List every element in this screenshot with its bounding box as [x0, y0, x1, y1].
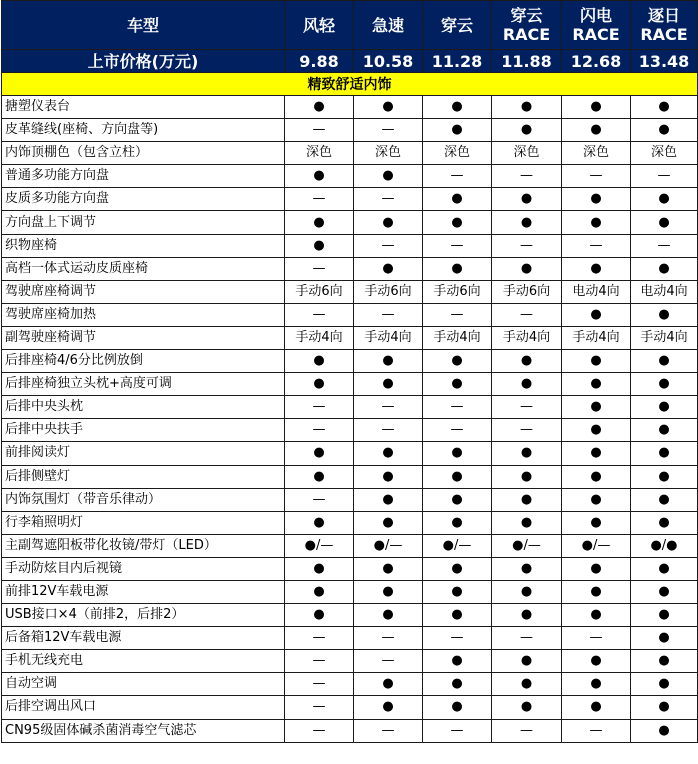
feature-value: ● — [285, 350, 354, 373]
feature-value: 深色 — [423, 142, 492, 165]
model-price: 13.48 — [631, 50, 698, 73]
feature-value: — — [423, 419, 492, 442]
feature-value: — — [423, 719, 492, 742]
price-label: 上市价格(万元) — [2, 50, 285, 73]
model-price: 11.28 — [423, 50, 492, 73]
feature-value: — — [285, 627, 354, 650]
table-row — [2, 696, 698, 719]
feature-value: ●/— — [562, 534, 631, 557]
feature-value: 深色 — [492, 142, 562, 165]
feature-value: ● — [562, 511, 631, 534]
spec-table — [1, 0, 698, 743]
feature-value: 深色 — [562, 142, 631, 165]
feature-value: ● — [354, 165, 423, 188]
feature-value: ●/● — [631, 534, 698, 557]
feature-name: 后排座椅独立头枕+高度可调 — [2, 373, 285, 396]
model-name: 闪电 RACE — [562, 1, 631, 50]
feature-value: — — [492, 303, 562, 326]
feature-value: — — [562, 719, 631, 742]
feature-value: ● — [562, 350, 631, 373]
feature-value: ● — [354, 350, 423, 373]
feature-value: — — [285, 188, 354, 211]
feature-value: ● — [492, 673, 562, 696]
table-row — [2, 211, 698, 234]
feature-value: ● — [562, 673, 631, 696]
feature-value: ● — [631, 119, 698, 142]
model-header-row — [2, 1, 698, 50]
feature-value: 深色 — [285, 142, 354, 165]
price-header-row — [2, 50, 698, 73]
feature-value: ● — [631, 488, 698, 511]
feature-value: — — [285, 650, 354, 673]
feature-value: ● — [423, 650, 492, 673]
feature-value: ● — [423, 488, 492, 511]
feature-name: USB接口×4（前排2，后排2） — [2, 604, 285, 627]
feature-name: 后排中央扶手 — [2, 419, 285, 442]
feature-value: ● — [492, 604, 562, 627]
feature-value: ● — [631, 650, 698, 673]
feature-value: ● — [562, 119, 631, 142]
feature-value: — — [354, 719, 423, 742]
feature-value: — — [423, 627, 492, 650]
feature-value: — — [423, 165, 492, 188]
feature-value: ● — [492, 511, 562, 534]
feature-value: ● — [354, 373, 423, 396]
feature-value: — — [423, 396, 492, 419]
feature-value: — — [354, 234, 423, 257]
feature-name: 后备箱12V车载电源 — [2, 627, 285, 650]
model-name: 风轻 — [285, 1, 354, 50]
feature-value: ● — [423, 604, 492, 627]
feature-value: ● — [423, 580, 492, 603]
table-row — [2, 488, 698, 511]
feature-value: ● — [562, 373, 631, 396]
feature-name: 织物座椅 — [2, 234, 285, 257]
feature-value: ● — [423, 673, 492, 696]
feature-name: 驾驶席座椅调节 — [2, 280, 285, 303]
feature-value: ● — [285, 211, 354, 234]
feature-value: ● — [562, 96, 631, 119]
feature-value: ● — [562, 211, 631, 234]
feature-name: 普通多功能方向盘 — [2, 165, 285, 188]
feature-value: — — [285, 419, 354, 442]
model-name: 穿云 — [423, 1, 492, 50]
feature-value: — — [492, 419, 562, 442]
feature-value: ● — [492, 350, 562, 373]
feature-value: ● — [354, 580, 423, 603]
feature-value: 手动4向 — [423, 326, 492, 349]
feature-value: ● — [631, 673, 698, 696]
feature-value: ●/— — [354, 534, 423, 557]
section-header-row — [2, 73, 698, 96]
table-row — [2, 419, 698, 442]
feature-value: ● — [354, 511, 423, 534]
feature-value: 手动4向 — [285, 326, 354, 349]
feature-value: ● — [354, 604, 423, 627]
feature-value: ● — [285, 373, 354, 396]
table-row — [2, 326, 698, 349]
model-name: 穿云 RACE — [492, 1, 562, 50]
feature-value: ● — [562, 650, 631, 673]
feature-name: 方向盘上下调节 — [2, 211, 285, 234]
table-row — [2, 234, 698, 257]
feature-value: — — [285, 719, 354, 742]
feature-value: ● — [492, 119, 562, 142]
table-row — [2, 396, 698, 419]
feature-value: ● — [285, 442, 354, 465]
feature-value: ● — [285, 234, 354, 257]
feature-value: ● — [631, 350, 698, 373]
feature-name: 皮革缝线(座椅、方向盘等) — [2, 119, 285, 142]
feature-value: ● — [354, 96, 423, 119]
feature-value: ● — [354, 696, 423, 719]
feature-value: ● — [423, 465, 492, 488]
feature-value: ● — [562, 465, 631, 488]
feature-value: ● — [562, 303, 631, 326]
feature-value: 手动4向 — [631, 326, 698, 349]
model-price: 12.68 — [562, 50, 631, 73]
feature-value: ● — [285, 580, 354, 603]
feature-value: ● — [423, 211, 492, 234]
feature-value: ● — [631, 396, 698, 419]
feature-name: CN95级固体碱杀菌消毒空气滤芯 — [2, 719, 285, 742]
feature-value: 手动6向 — [354, 280, 423, 303]
model-price: 10.58 — [354, 50, 423, 73]
feature-rows — [2, 96, 698, 743]
feature-value: ● — [423, 257, 492, 280]
feature-name: 驾驶席座椅加热 — [2, 303, 285, 326]
feature-name: 行李箱照明灯 — [2, 511, 285, 534]
feature-value: — — [492, 234, 562, 257]
table-row — [2, 465, 698, 488]
feature-value: — — [285, 396, 354, 419]
feature-name: 后排中央头枕 — [2, 396, 285, 419]
feature-value: ● — [354, 211, 423, 234]
feature-value: — — [285, 303, 354, 326]
feature-value: ● — [492, 488, 562, 511]
model-price: 11.88 — [492, 50, 562, 73]
feature-name: 手机无线充电 — [2, 650, 285, 673]
feature-value: ● — [285, 511, 354, 534]
feature-value: ● — [285, 465, 354, 488]
feature-value: — — [423, 234, 492, 257]
feature-value: — — [492, 165, 562, 188]
feature-value: 深色 — [354, 142, 423, 165]
feature-value: ● — [492, 96, 562, 119]
feature-value: ● — [423, 373, 492, 396]
feature-name: 自动空调 — [2, 673, 285, 696]
feature-value: 手动4向 — [492, 326, 562, 349]
feature-value: 手动6向 — [423, 280, 492, 303]
table-row — [2, 257, 698, 280]
feature-value: — — [562, 627, 631, 650]
feature-value: ● — [631, 604, 698, 627]
feature-value: ●/— — [492, 534, 562, 557]
feature-value: ● — [562, 419, 631, 442]
table-row — [2, 650, 698, 673]
feature-value: ● — [423, 119, 492, 142]
feature-value: ● — [631, 188, 698, 211]
feature-value: ● — [423, 557, 492, 580]
feature-value: ● — [492, 580, 562, 603]
feature-value: ● — [631, 442, 698, 465]
table-row — [2, 719, 698, 742]
feature-value: ● — [423, 696, 492, 719]
table-row — [2, 188, 698, 211]
feature-value: — — [354, 188, 423, 211]
feature-value: ● — [285, 165, 354, 188]
feature-value: ● — [423, 96, 492, 119]
feature-value: ● — [631, 419, 698, 442]
feature-value: ● — [562, 696, 631, 719]
feature-name: 内饰氛围灯（带音乐律动） — [2, 488, 285, 511]
feature-value: ● — [423, 350, 492, 373]
table-row — [2, 580, 698, 603]
feature-value: ● — [354, 488, 423, 511]
feature-value: 深色 — [631, 142, 698, 165]
table-row — [2, 604, 698, 627]
feature-value: ● — [631, 303, 698, 326]
table-row — [2, 373, 698, 396]
table-row — [2, 673, 698, 696]
table-row — [2, 280, 698, 303]
feature-value: ● — [631, 511, 698, 534]
feature-name: 皮质多功能方向盘 — [2, 188, 285, 211]
feature-value: 手动6向 — [285, 280, 354, 303]
feature-name: 内饰顶棚色（包含立柱） — [2, 142, 285, 165]
feature-value: — — [354, 396, 423, 419]
feature-value: ● — [562, 442, 631, 465]
feature-value: ● — [631, 696, 698, 719]
model-label: 车型 — [2, 1, 285, 50]
model-name: 急速 — [354, 1, 423, 50]
model-name: 逐日 RACE — [631, 1, 698, 50]
feature-value: ● — [423, 188, 492, 211]
feature-value: 手动4向 — [562, 326, 631, 349]
feature-name: 前排阅读灯 — [2, 442, 285, 465]
feature-value: ● — [492, 211, 562, 234]
feature-value: — — [562, 234, 631, 257]
feature-value: 电动4向 — [631, 280, 698, 303]
feature-value: ● — [562, 604, 631, 627]
feature-value: ● — [631, 557, 698, 580]
table-row — [2, 350, 698, 373]
feature-value: — — [492, 719, 562, 742]
feature-value: ● — [562, 580, 631, 603]
feature-value: ● — [492, 650, 562, 673]
feature-value: ● — [354, 257, 423, 280]
feature-value: ●/— — [285, 534, 354, 557]
feature-value: ● — [492, 557, 562, 580]
feature-name: 主副驾遮阳板带化妆镜/带灯（LED） — [2, 534, 285, 557]
feature-value: — — [285, 488, 354, 511]
table-row — [2, 534, 698, 557]
feature-value: — — [285, 673, 354, 696]
feature-value: ● — [631, 373, 698, 396]
table-row — [2, 557, 698, 580]
table-row — [2, 511, 698, 534]
feature-value: ● — [423, 511, 492, 534]
feature-value: ● — [631, 211, 698, 234]
feature-value: ● — [631, 719, 698, 742]
feature-value: — — [492, 396, 562, 419]
feature-name: 搪塑仪表台 — [2, 96, 285, 119]
feature-name: 后排座椅4/6分比例放倒 — [2, 350, 285, 373]
feature-value: ● — [562, 557, 631, 580]
feature-value: 手动6向 — [492, 280, 562, 303]
feature-name: 手动防炫目内后视镜 — [2, 557, 285, 580]
feature-value: ● — [492, 465, 562, 488]
feature-value: 电动4向 — [562, 280, 631, 303]
feature-value: ● — [492, 373, 562, 396]
feature-value: — — [423, 303, 492, 326]
feature-value: ● — [285, 557, 354, 580]
model-price: 9.88 — [285, 50, 354, 73]
feature-value: — — [354, 627, 423, 650]
table-row — [2, 627, 698, 650]
feature-value: ● — [285, 96, 354, 119]
feature-value: ● — [631, 580, 698, 603]
feature-value: — — [492, 627, 562, 650]
feature-value: ● — [492, 257, 562, 280]
feature-value: ● — [285, 604, 354, 627]
feature-value: ● — [492, 188, 562, 211]
feature-value: — — [285, 119, 354, 142]
table-row — [2, 96, 698, 119]
feature-name: 前排12V车载电源 — [2, 580, 285, 603]
table-row — [2, 303, 698, 326]
feature-value: ● — [492, 696, 562, 719]
feature-name: 后排空调出风口 — [2, 696, 285, 719]
feature-value: ● — [562, 257, 631, 280]
feature-value: ● — [631, 465, 698, 488]
feature-value: — — [631, 165, 698, 188]
feature-value: ● — [354, 673, 423, 696]
feature-value: ● — [354, 557, 423, 580]
table-row — [2, 119, 698, 142]
feature-value: ● — [562, 488, 631, 511]
feature-value: — — [354, 650, 423, 673]
feature-value: ● — [562, 396, 631, 419]
feature-value: — — [285, 696, 354, 719]
feature-value: — — [354, 419, 423, 442]
feature-value: — — [354, 303, 423, 326]
feature-value: ● — [492, 442, 562, 465]
feature-name: 后排侧壁灯 — [2, 465, 285, 488]
table-row — [2, 442, 698, 465]
section-title: 精致舒适内饰 — [2, 73, 698, 96]
feature-value: 手动4向 — [354, 326, 423, 349]
feature-name: 高档一体式运动皮质座椅 — [2, 257, 285, 280]
feature-value: ● — [631, 96, 698, 119]
feature-value: ● — [562, 188, 631, 211]
feature-value: ●/— — [423, 534, 492, 557]
feature-value: ● — [354, 465, 423, 488]
table-row — [2, 165, 698, 188]
feature-value: ● — [354, 442, 423, 465]
feature-value: — — [285, 257, 354, 280]
feature-value: ● — [631, 627, 698, 650]
feature-value: ● — [631, 257, 698, 280]
feature-value: — — [631, 234, 698, 257]
feature-name: 副驾驶座椅调节 — [2, 326, 285, 349]
feature-value: ● — [423, 442, 492, 465]
feature-value: — — [562, 165, 631, 188]
feature-value: — — [354, 119, 423, 142]
table-row — [2, 142, 698, 165]
